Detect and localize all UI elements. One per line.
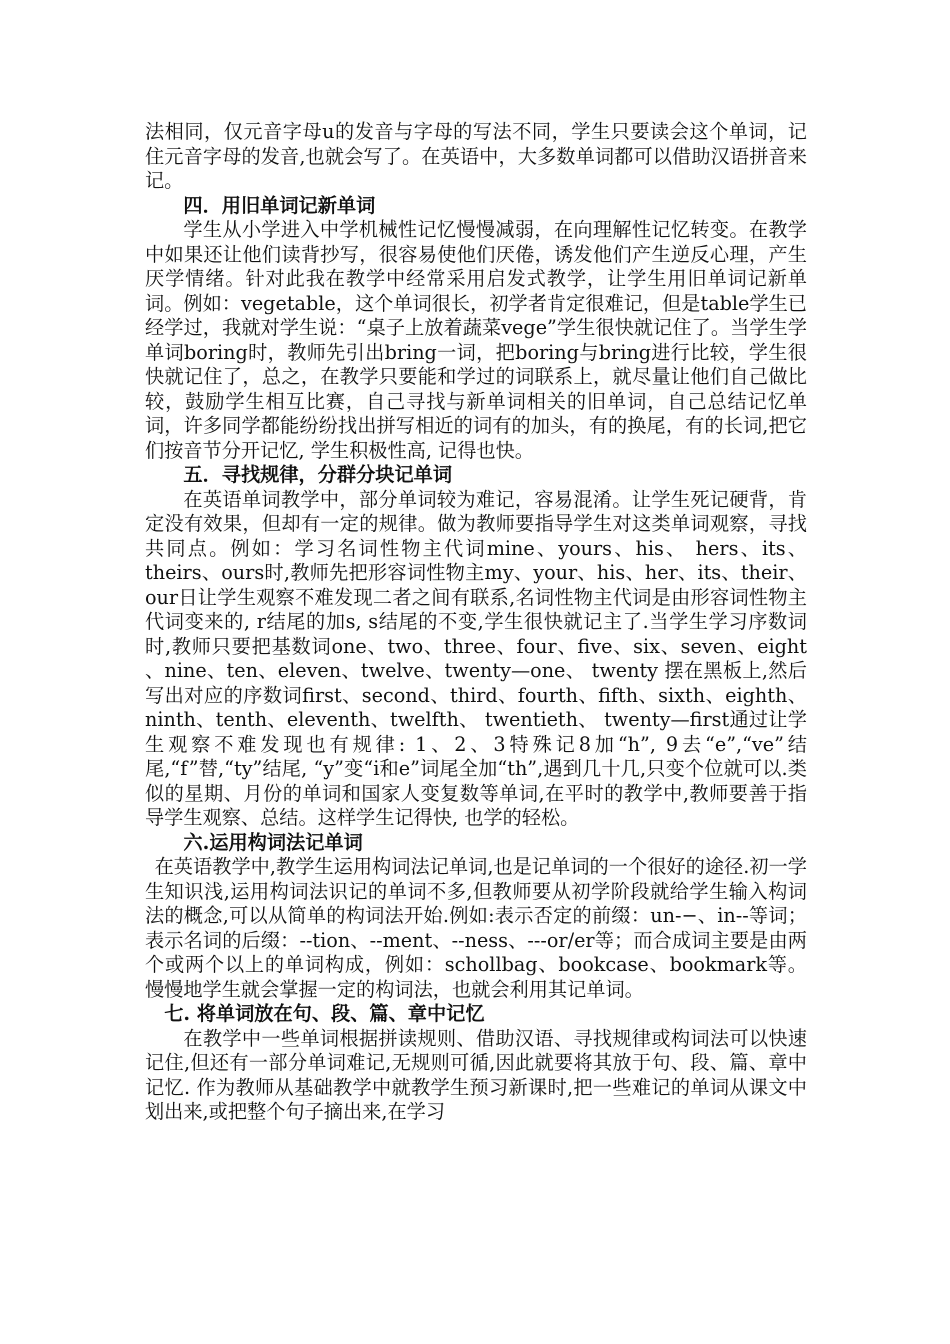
section-body-7: 在教学中一些单词根据拼读规则、借助汉语、寻找规律或构词法可以快速记住,但还有一部分单词难记,无规则可循,因此就要将其放于句、段、篇、章中记忆. 作为教师从基础教学中就教学生预习新课时,把一些难记的单词从课文中划出来,或把整个句子摘出来,在学习 <box>145 1026 807 1123</box>
section-heading-6: 六.运用构词法记单词 <box>183 830 363 854</box>
section-body-6: 在英语教学中,教学生运用构词法记单词,也是记单词的一个很好的途径.初一学生知识浅,运用构词法识记的单词不多,但教师要从初学阶段就给学生输入构词法的概念,可以从简单的构词法开始.例如:表示否定的前缀：un-−、in--等词；表示名词的后缀：--tion、--ment、--ness、---or/er等；而合成词主要是由两个或两个以上的单词构成，例如：schollbag、bookcase、bookmark等。慢慢地学生就会掌握一定的构词法，也就会利用其记单词。 <box>145 855 807 1001</box>
section-body-5: 在英语单词教学中，部分单词较为难记，容易混淆。让学生死记硬背，肯定没有效果，但却有一定的规律。做为教师要指导学生对这类单词观察，寻找共同点。例如：学习名词性物主代词mine、yours、his、 hers、its、theirs、ours时,教师先把形容词性物主my、your、his、her、its、their、our日让学生观察不难发现二者之间有联系,名词性物主代词是由形容词性物主代词变来的, r结尾的加s, s结尾的不变,学生很快就记主了.当学生学习序数词时,教师只要把基数词one、two、three、four、five、six、seven、eight 、nine、ten、eleven、twelve、twenty—one、 twenty 摆在黑板上,然后写出对应的序数词first、second、third、fourth、fifth、sixth、eighth、ninth、tenth、eleventh、twelfth、 twentieth、 twenty—first通过让学生观察不难发现也有规律: 1、2、3特殊记8加“h”, 9去“e”,“ve”结尾,“f”替,“ty”结尾, “y”变“i和e”词尾全加“th”,遇到几十几,只变个位就可以.类似的星期、月份的单词和国家人变复数等单词,在平时的教学中,教师要善于指导学生观察、总结。这样学生记得快, 也学的轻松。 <box>145 487 807 829</box>
section-body-4: 学生从小学进入中学机械性记忆慢慢减弱，在向理解性记忆转变。在教学中如果还让他们读背抄写，很容易使他们厌倦，诱发他们产生逆反心理，产生厌学情绪。针对此我在教学中经常采用启发式教学，让学生用旧单词记新单词。例如：vegetable，这个单词很长，初学者肯定很难记，但是table学生已经学过，我就对学生说：“桌子上放着蔬菜vege”学生很快就记住了。当学生学单词boring时，教师先引出bring一词，把boring与bring进行比较，学生很快就记住了，总之，在教学只要能和学过的词联系上，就尽量让他们自己做比较，鼓励学生相互比赛，自己寻找与新单词相关的旧单词，自己总结记忆单词，许多同学都能纷纷找出拼写相近的词有的加头，有的换尾，有的长词,把它们按音节分开记忆, 学生积极性高, 记得也快。 <box>145 218 807 462</box>
section-heading-4: 四．用旧单词记新单词 <box>183 193 376 217</box>
continuation-paragraph: 法相同，仅元音字母u的发音与字母的写法不同，学生只要读会这个单词，记住元音字母的发音,也就会写了。在英语中，大多数单词都可以借助汉语拼音来记。 <box>145 120 807 192</box>
document-page <box>145 120 807 1125</box>
section-heading-7: 七. 将单词放在句、段、篇、章中记忆 <box>164 1002 485 1025</box>
section-heading-5: 五．寻找规律，分群分块记单词 <box>183 463 453 486</box>
